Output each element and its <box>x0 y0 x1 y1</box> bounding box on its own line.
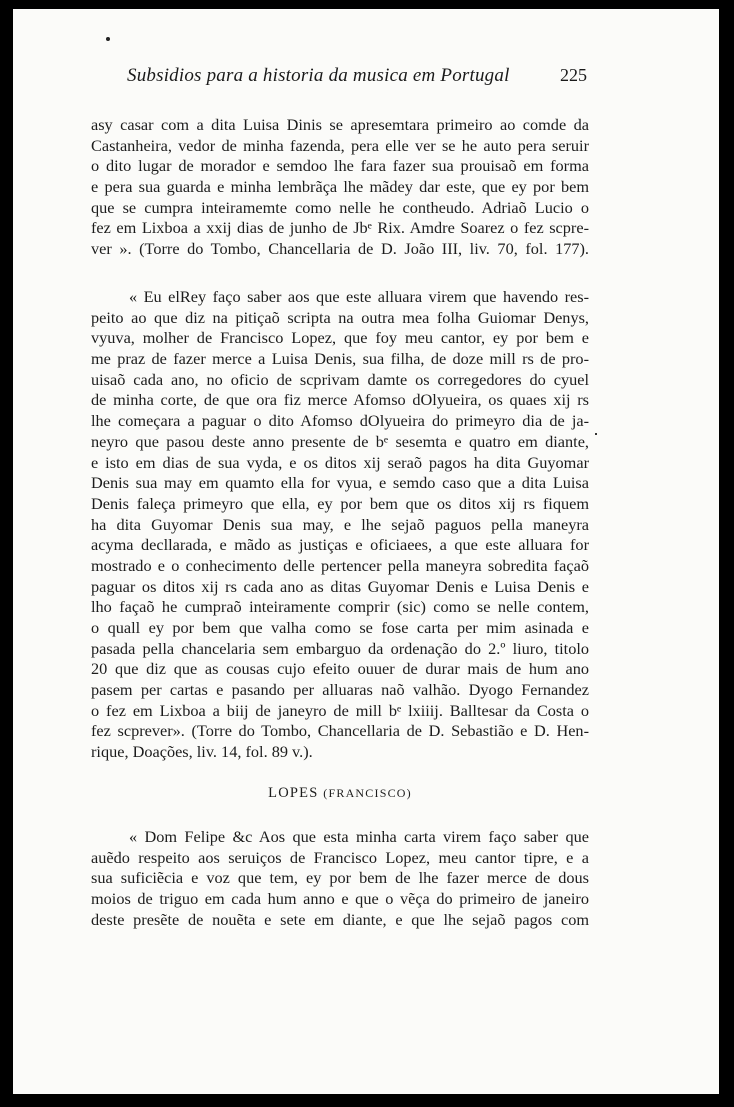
text-line: neyro que pasou deste anno presente de bᵉ sesemta e quatro em diante, <box>91 431 589 451</box>
paragraph-alluara <box>91 287 589 763</box>
text-line: pasada pella chancelaria sem embarguo da ordenação do 2.º liuro, titolo <box>91 638 589 658</box>
text-line: sua suficiẽcia e voz que tem, ey por bem de lhe fazer merce de dous <box>91 868 589 888</box>
text-line: uisaõ cada ano, no oficio de scprivam damte os corregedores do cyuel <box>91 369 589 389</box>
text-line: fez em Lixboa a xxij dias de junho de Jbᵉ Rix. Amdre Soarez o fez scpre- <box>91 218 589 238</box>
text-line: ver ». (Torre do Tombo, Chancellaria de D. João III, liv. 70, fol. 177). <box>91 239 589 259</box>
text-line: paguar os ditos xij rs cada ano as ditas Guyomar Denis e Luisa Denis e <box>91 576 589 596</box>
ink-speck <box>595 433 597 435</box>
text-line: que se cumpra inteiramemte como nelle he contheudo. Adriaõ Lucio o <box>91 197 589 217</box>
paragraph-continuation <box>91 115 589 260</box>
text-line: « Dom Felipe &c Aos que esta minha carta virem faço saber que <box>129 827 589 846</box>
text-line: rique, Doações, liv. 14, fol. 89 v.). <box>91 742 313 762</box>
text-line: pasem per cartas e pasando per alluaras naõ valhão. Dyogo Fernandez <box>91 680 589 700</box>
paragraph-carta <box>91 827 589 930</box>
text-line: fez scprever». (Torre do Tombo, Chancellaria de D. Sebastião e D. Hen- <box>91 721 589 741</box>
text-line: me praz de fazer merce a Luisa Denis, sua filha, de doze mill rs de pro- <box>91 349 589 369</box>
text-line: deste presẽte de nouẽta e sete em diante, e que lhe sejaõ pagos com <box>91 909 589 929</box>
text-line: Denis faleça primeyro que ella, ey por bem que os ditos xij rs fiquem <box>91 493 589 513</box>
text-line: o fez em Lixboa a biij de janeyro de mill bᵉ lxiiij. Balltesar da Costa o <box>91 700 589 720</box>
text-line: lhe começara a paguar o dito Afomso dOlyueira do primeyro dia de ja- <box>91 411 589 431</box>
heading-given-name: (FRANCISCO) <box>323 786 412 800</box>
text-line: o dito lugar de morador e semdoo lhe fara fazer sua prouisaõ em forma <box>91 156 589 176</box>
section-heading <box>91 785 589 802</box>
heading-surname: LOPES <box>268 785 319 801</box>
text-line: ha dita Guyomar Denis sua may, e lhe sejaõ paguos pella maneyra <box>91 514 589 534</box>
ink-speck <box>106 37 110 41</box>
text-line: 20 que diz que as cousas cujo efeito ouuer de durar mais de hum ano <box>91 659 589 679</box>
text-line: e pera sua guarda e minha lembrãça lhe mãdey dar este, que ey por bem <box>91 177 589 197</box>
text-line: asy casar com a dita Luisa Dinis se apresemtara primeiro ao comde da <box>91 115 589 134</box>
text-line: de minha corte, de que ora fiz merce Afomso dOlyueira, os quaes xij rs <box>91 390 589 410</box>
page-number: 225 <box>560 65 587 85</box>
text-line: auẽdo respeito aos seruiços de Francisco Lopez, meu cantor tipre, e a <box>91 847 589 867</box>
text-line: o quall ey por bem que valha como se fose carta per mim asinada e <box>91 618 589 637</box>
running-title: Subsidios para a historia da musica em Portugal <box>127 65 510 86</box>
text-line: Castanheira, vedor de minha fazenda, pera elle ver se he auto pera seruir <box>91 135 589 155</box>
text-line: vyuva, molher de Francisco Lopez, que foy meu cantor, ey por bem e <box>91 328 589 348</box>
text-line: peito ao que diz na pitiçaõ scripta na outra mea folha Guiomar Denys, <box>91 307 589 327</box>
text-line: Denis sua may em quamto ella for vyua, e semdo caso que a dita Luisa <box>91 473 589 493</box>
text-line: moios de triguo em cada hum anno e que o vẽça do primeiro de janeiro <box>91 889 589 909</box>
text-line: lho façaõ he cumpraõ inteiramente comprir (sic) como se nelle contem, <box>91 597 589 617</box>
text-line: « Eu elRey faço saber aos que este alluara virem que havendo res- <box>129 287 589 306</box>
text-line: mostrado e o conhecimento delle pertencer pella maneyra sobredita façaõ <box>91 555 589 575</box>
text-line: e isto em dias de sua vyda, e os ditos xij seraõ pagos ha dita Guyomar <box>91 452 589 472</box>
running-header <box>127 65 587 87</box>
text-line: acyma decllarada, e mãdo as justiças e oficiaees, a que este alluara for <box>91 535 589 555</box>
